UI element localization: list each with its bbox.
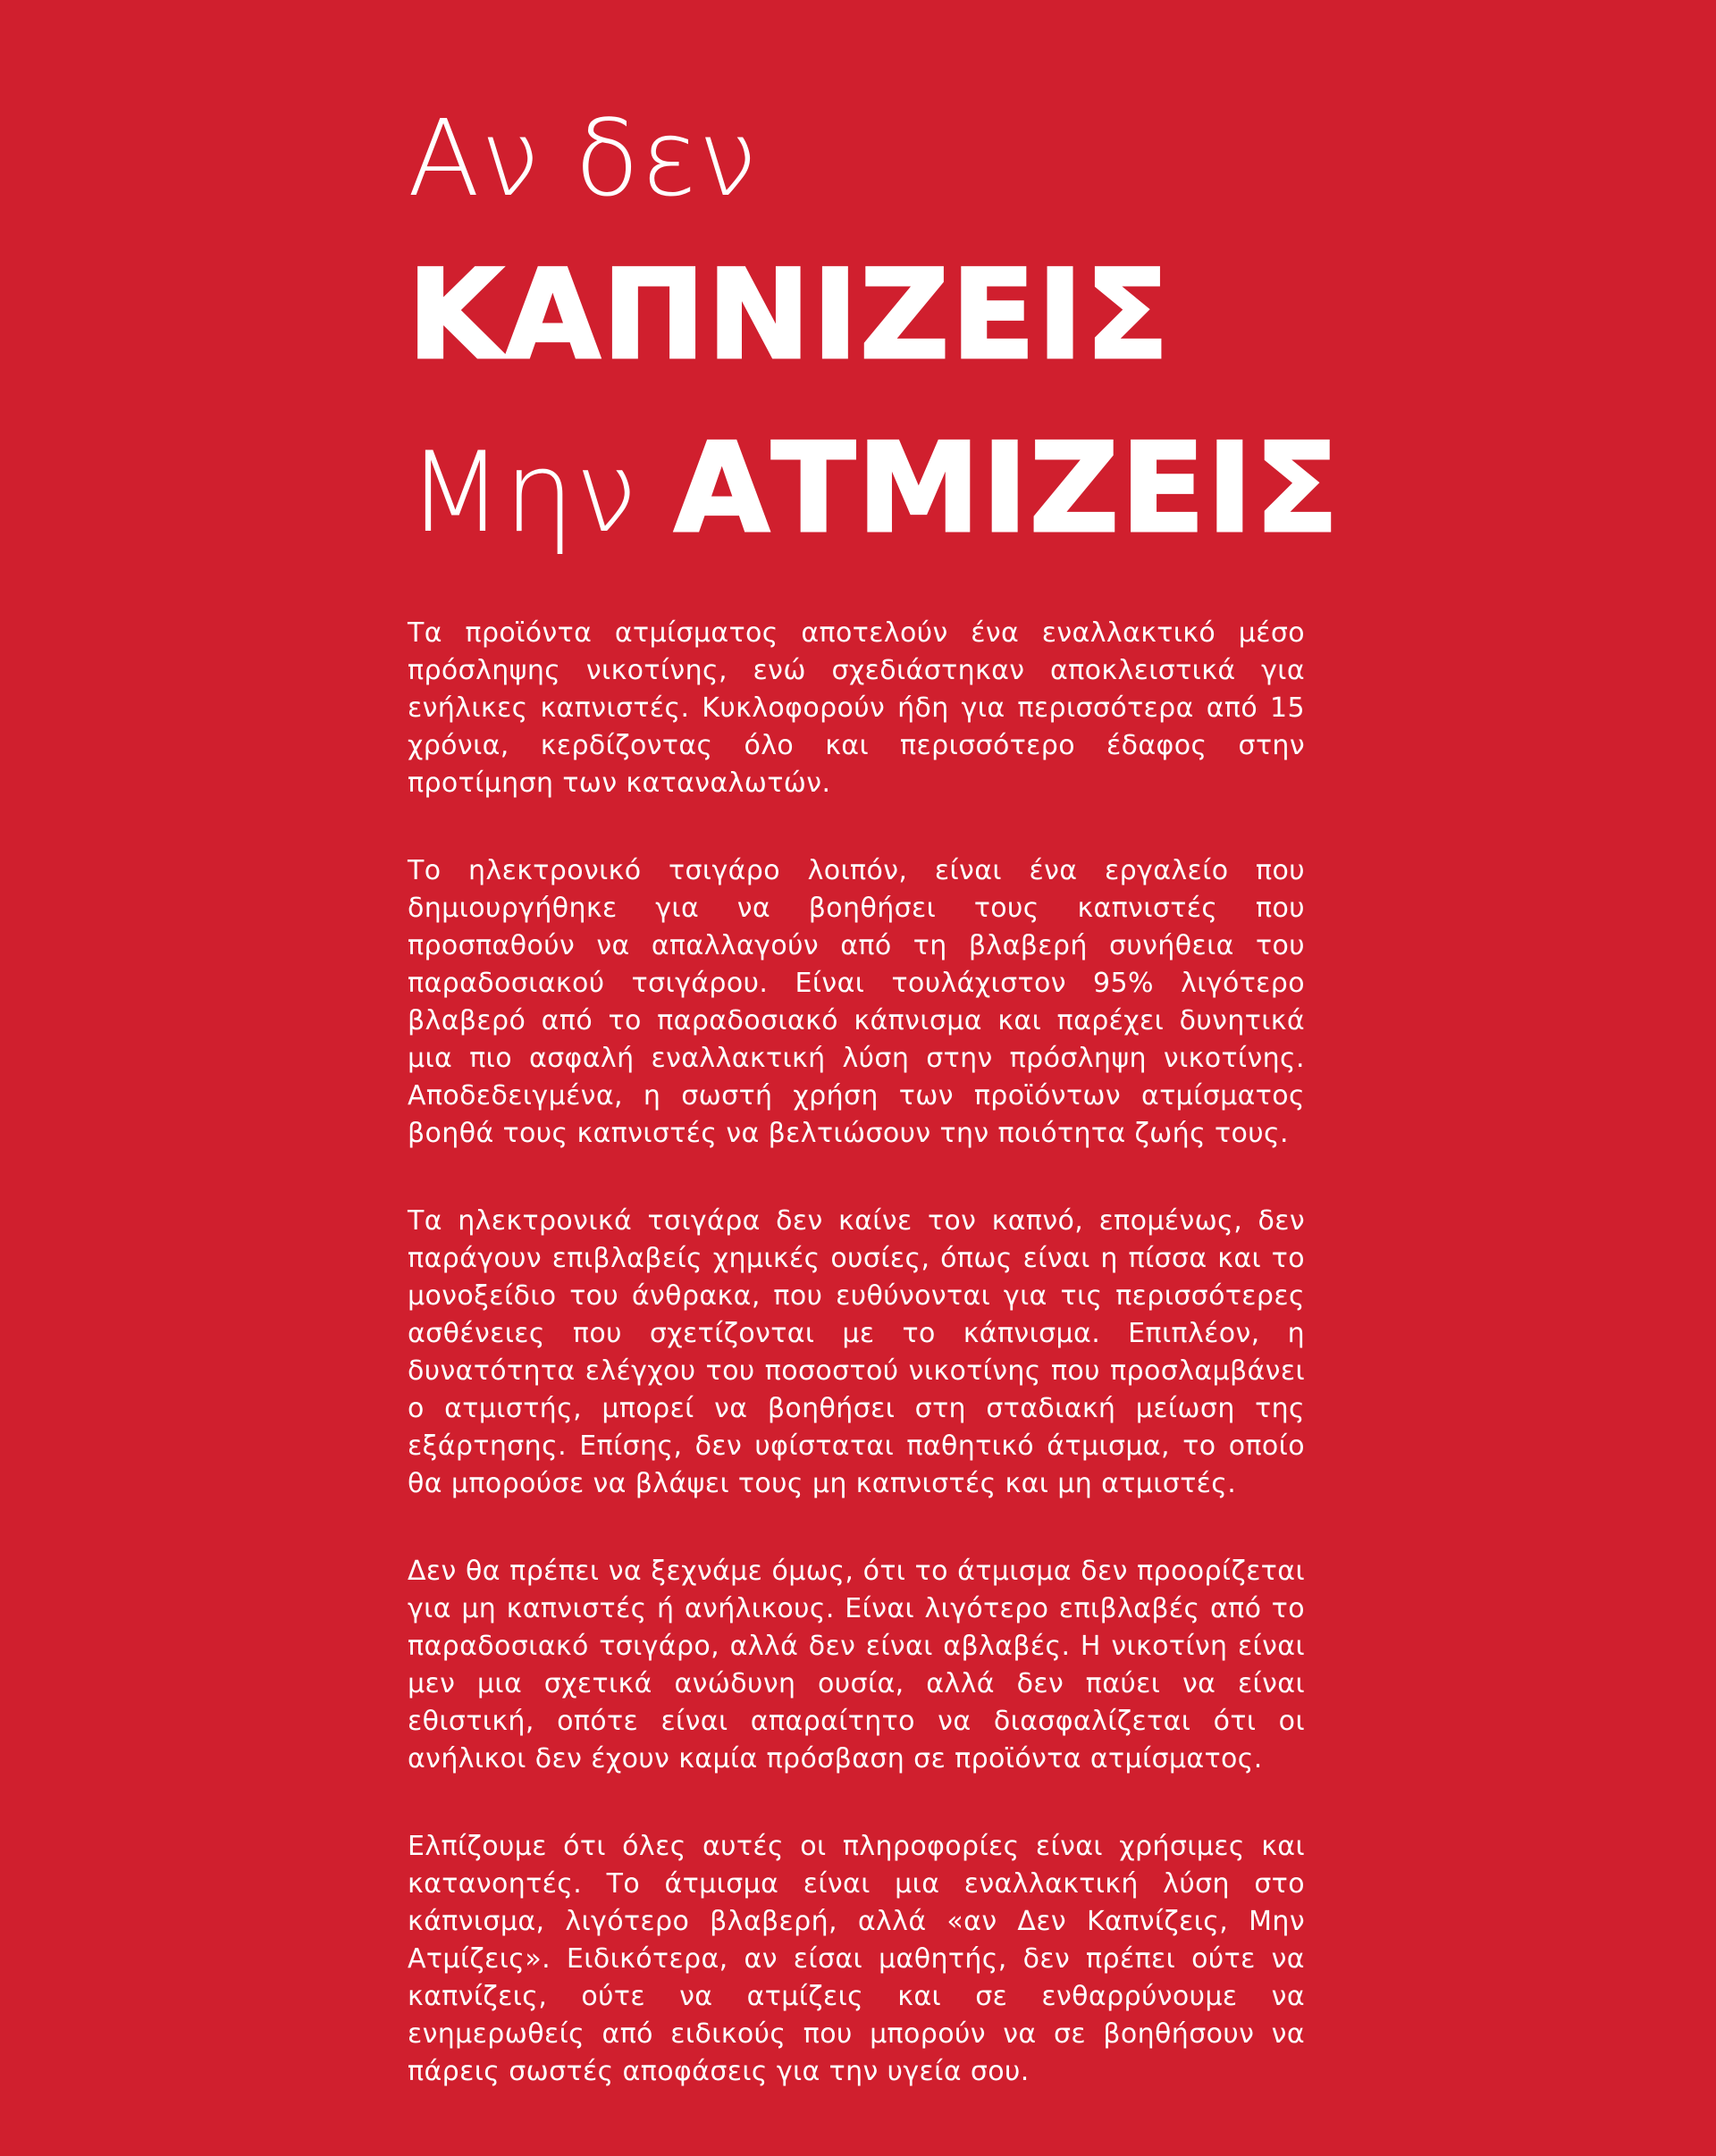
headline-line-3 xyxy=(408,416,1355,560)
paragraph-5: Ελπίζουμε ότι όλες αυτές οι πληροφορίες είναι χρήσιμες και κατανοητές. Το άτμισμα είναι μια εναλλακτική λύση στο κάπνισμα, λιγότερο βλαβερή, αλλά «αν Δεν Καπνίζεις, Μην Ατμίζεις». Ειδικότερα, αν είσαι μαθητής, δεν πρέπει ούτε να καπνίζεις, ούτε να ατμίζεις και σε ενθαρρύνουμε να ενημερωθείς από ειδικούς που μπορούν να σε βοηθήσουν να πάρεις σωστές αποφάσεις για την υγεία σου. xyxy=(408,1831,1305,2087)
paragraph-2: Το ηλεκτρονικό τσιγάρο λοιπόν, είναι ένα εργαλείο που δημιουργήθηκε για να βοηθήσει τους καπνιστές που προσπαθούν να απαλλαγούν από τη βλαβερή συνήθεια του παραδοσιακού τσιγάρου. Είναι τουλάχιστον 95% λιγότερο βλαβερό από το παραδοσιακό κάπνισμα και παρέχει δυνητικά μια πιο ασφαλή εναλλακτική λύση στην πρόσληψη νικοτίνης. Αποδεδειγμένα, η σωστή χρήση των προϊόντων ατμίσματος βοηθά τους καπνιστές να βελτιώσουν την ποιότητα ζωής τους. xyxy=(408,855,1305,1149)
body-text xyxy=(408,615,1305,2141)
headline xyxy=(408,96,1355,560)
paragraph-4: Δεν θα πρέπει να ξεχνάμε όμως, ότι το άτμισμα δεν προορίζεται για μη καπνιστές ή ανήλικους. Είναι λιγότερο επιβλαβές από το παραδοσιακό τσιγάρο, αλλά δεν είναι αβλαβές. Η νικοτίνη είναι μεν μια σχετικά ανώδυνη ουσία, αλλά δεν παύει να είναι εθιστική, οπότε είναι απαραίτητο να διασφαλίζεται ότι οι ανήλικοι δεν έχουν καμία πρόσβαση σε προϊόντα ατμίσματος. xyxy=(408,1556,1305,1774)
paragraph-3: Τα ηλεκτρονικά τσιγάρα δεν καίνε τον καπνό, επομένως, δεν παράγουν επιβλαβείς χημικές ουσίες, όπως είναι η πίσσα και το μονοξείδιο του άνθρακα, που ευθύνονται για τις περισσότερες ασθένειες που σχετίζονται με το κάπνισμα. Επιπλέον, η δυνατότητα ελέγχου του ποσοστού νικοτίνης που προσλαμβάνει ο ατμιστής, μπορεί να βοηθήσει στη σταδιακή μείωση της εξάρτησης. Επίσης, δεν υφίσταται παθητικό άτμισμα, το οποίο θα μπορούσε να βλάψει τους μη καπνιστές και μη ατμιστές. xyxy=(408,1205,1305,1499)
headline-line-2: ΚΑΠΝΙΖΕΙΣ xyxy=(408,243,1172,387)
paragraph-1: Τα προϊόντα ατμίσματος αποτελούν ένα εναλλακτικό μέσο πρόσληψης νικοτίνης, ενώ σχεδιάστηκαν αποκλειστικά για ενήλικες καπνιστές. Κυκλοφορούν ήδη για περισσότερα από 15 χρόνια, κερδίζοντας όλο και περισσότερο έδαφος στην προτίμηση των καταναλωτών. xyxy=(408,617,1305,799)
headline-line-1: Αν δεν xyxy=(408,96,759,220)
headline-line-3-bold: ΑΤΜΙΖΕΙΣ xyxy=(674,416,1341,560)
headline-line-3-light: Μην xyxy=(408,429,638,558)
